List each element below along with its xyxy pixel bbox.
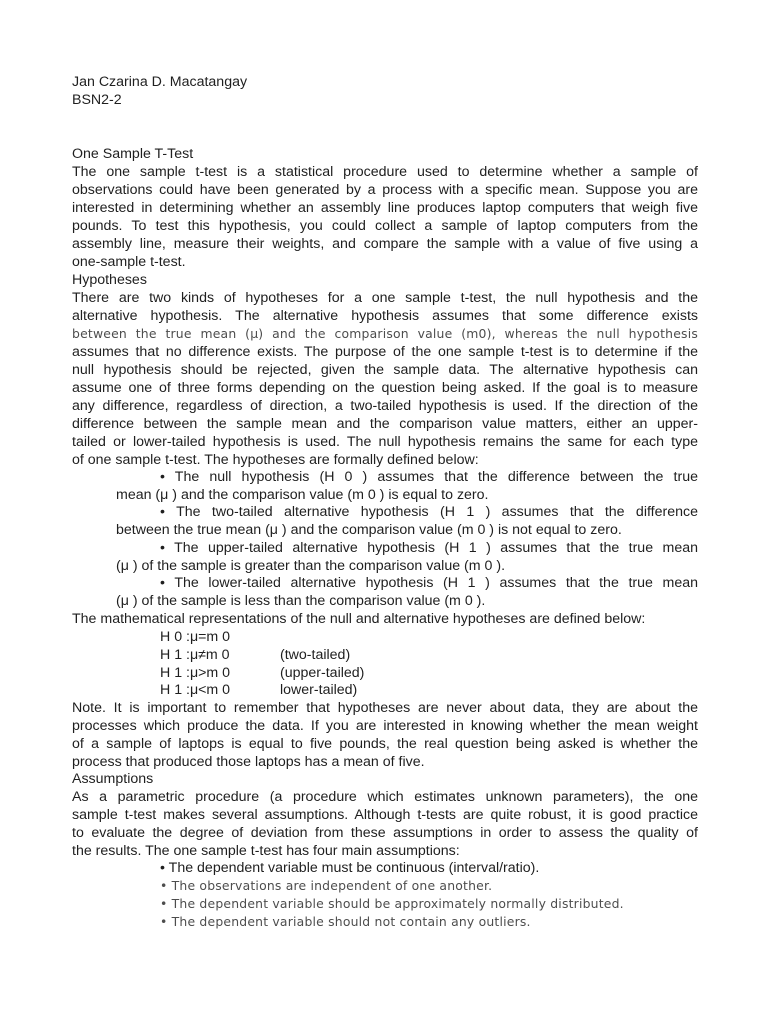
note-line: processes which produce the data. If you are interested in knowing whether the mean weight	[72, 718, 698, 734]
hypotheses-line: any difference, regardless of direction, a two-tailed hypothesis is used. If the direction of the	[72, 398, 698, 414]
intro-line: The one sample t-test is a statistical procedure used to determine whether a sample of	[72, 164, 698, 180]
assumption-bullet: • The dependent variable should not contain any outliers.	[160, 914, 531, 929]
class-section: BSN2-2	[72, 92, 122, 108]
intro-line: observations could have been generated by a process with a specific mean. Suppose you are	[72, 182, 698, 198]
hypotheses-line: of one sample t-test. The hypotheses are formally defined below:	[72, 452, 479, 468]
hypothesis-bullet: • The null hypothesis (H 0 ) assumes that the difference between the true	[160, 469, 698, 485]
assumptions-heading: Assumptions	[72, 771, 154, 787]
hypotheses-line: tailed or lower-tailed hypothesis is used. The null hypothesis remains the same for each type	[72, 434, 698, 450]
hypothesis-bullet: • The upper-tailed alternative hypothesis (H 1 ) assumes that the true mean	[160, 540, 698, 556]
hypotheses-line: assumes that no difference exists. The purpose of the one sample t-test is to determine if the	[72, 344, 698, 360]
hypotheses-line: difference between the sample mean and the comparison value matters, either an upper-	[72, 416, 698, 432]
math-expression: H 1 :μ≠m 0	[160, 647, 230, 663]
math-expression: H 1 :μ>m 0	[160, 665, 231, 681]
assumptions-line: As a parametric procedure (a procedure which estimates unknown parameters), the one	[72, 789, 698, 805]
hypotheses-line: There are two kinds of hypotheses for a one sample t-test, the null hypothesis and the	[72, 290, 698, 306]
math-row	[160, 664, 768, 682]
assumption-bullet: • The observations are independent of one another.	[160, 878, 493, 893]
assumption-bullet: • The dependent variable should be approximately normally distributed.	[160, 896, 624, 911]
hypothesis-bullet: • The two-tailed alternative hypothesis (H 1 ) assumes that the difference	[160, 504, 698, 520]
intro-line: pounds. To test this hypothesis, you could collect a sample of laptop computers from the	[72, 218, 698, 234]
hypotheses-line: assume one of three forms depending on the question being asked. If the goal is to measure	[72, 380, 698, 396]
math-row	[160, 628, 768, 646]
author-name: Jan Czarina D. Macatangay	[72, 74, 248, 90]
hypothesis-bullet-cont: between the true mean (μ ) and the comparison value (m 0 ) is not equal to zero.	[116, 522, 622, 538]
math-row	[160, 681, 768, 699]
hypothesis-bullet-cont: (μ ) of the sample is greater than the comparison value (m 0 ).	[116, 558, 506, 574]
note-line: process that produced those laptops has a mean of five.	[72, 754, 425, 770]
hypotheses-line: between the true mean (μ) and the comparison value (m0), whereas the null hypothesis	[72, 326, 698, 341]
assumptions-line: to evaluate the degree of deviation from these assumptions in order to assess the quality of	[72, 825, 698, 841]
assumption-bullet: • The dependent variable must be continuous (interval/ratio).	[160, 860, 540, 876]
intro-line: one-sample t-test.	[72, 254, 186, 270]
note-line: of a sample of laptops is equal to five pounds, the real question being asked is whether the	[72, 736, 698, 752]
math-label: (two-tailed)	[280, 647, 351, 663]
math-label: (upper-tailed)	[280, 665, 365, 681]
intro-line: interested in determining whether an assembly line produces laptop computers that weigh five	[72, 200, 698, 216]
math-label: lower-tailed)	[280, 682, 358, 698]
math-intro: The mathematical representations of the null and alternative hypotheses are defined below:	[72, 611, 646, 627]
hypothesis-bullet-cont: (μ ) of the sample is less than the comparison value (m 0 ).	[116, 593, 486, 609]
hypothesis-bullet-cont: mean (μ ) and the comparison value (m 0 ) is equal to zero.	[116, 487, 489, 503]
hypotheses-heading: Hypotheses	[72, 272, 147, 288]
assumptions-line: sample t-test makes several assumptions. Although t-tests are quite robust, it is good practice	[72, 807, 698, 823]
math-expression: H 1 :μ<m 0	[160, 682, 231, 698]
math-row	[160, 646, 768, 664]
hypotheses-line: null hypothesis should be rejected, given the sample data. The alternative hypothesis can	[72, 362, 698, 378]
math-expression: H 0 :μ=m 0	[160, 629, 231, 645]
assumptions-line: the results. The one sample t-test has four main assumptions:	[72, 843, 460, 859]
hypothesis-bullet: • The lower-tailed alternative hypothesis (H 1 ) assumes that the true mean	[160, 575, 698, 591]
intro-line: assembly line, measure their weights, and compare the sample with a value of five using a	[72, 236, 698, 252]
hypotheses-line: alternative hypothesis. The alternative hypothesis assumes that some difference exists	[72, 308, 698, 324]
note-line: Note. It is important to remember that hypotheses are never about data, they are about the	[72, 700, 698, 716]
document-title: One Sample T-Test	[72, 146, 194, 162]
